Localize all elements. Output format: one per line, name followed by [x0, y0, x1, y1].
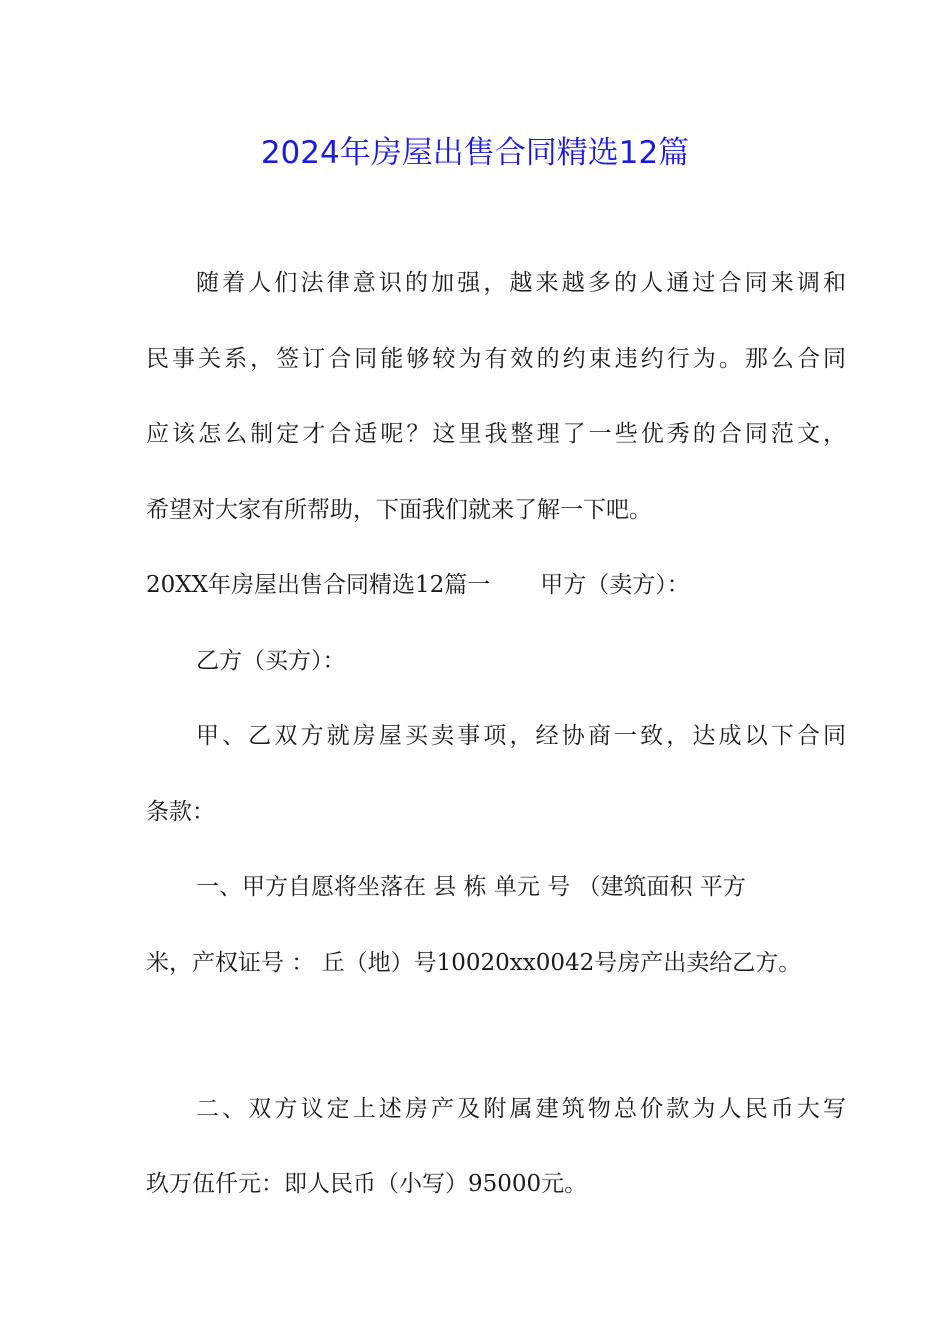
- clause-1-line-2: 米，产权证号 ： 丘（地）号10020xx0042号房产出卖给乙方。: [146, 950, 802, 976]
- party-a-label: 甲方（卖方）：: [540, 572, 690, 598]
- party-b-label: 乙方（买方）：: [196, 648, 346, 674]
- section-heading-row: [146, 565, 846, 605]
- intro-line-3: 应该怎么制定才合适呢？这里我整理了一些优秀的合同范文，: [146, 421, 846, 447]
- clause-2-line-2: 玖万伍仟元：即人民币（小写）95000元。: [146, 1171, 588, 1197]
- intro-line-4: 希望对大家有所帮助，下面我们就来了解一下吧。: [146, 497, 652, 523]
- document-title: 2024年房屋出售合同精选12篇: [260, 135, 690, 171]
- agreement-line-1: 甲、乙双方就房屋买卖事项，经协商一致，达成以下合同: [196, 723, 846, 749]
- intro-line-1: 随着人们法律意识的加强，越来越多的人通过合同来调和: [196, 270, 846, 296]
- clause-1-line-1: 一、甲方自愿将坐落在 县 栋 单元 号 （建筑面积 平方: [196, 874, 746, 900]
- agreement-line-2: 条款：: [146, 799, 215, 825]
- intro-line-2: 民事关系，签订合同能够较为有效的约束违约行为。那么合同: [146, 346, 846, 372]
- clause-2-line-1: 二、双方议定上述房产及附属建筑物总价款为人民币大写: [196, 1096, 846, 1122]
- section-heading: 20XX年房屋出售合同精选12篇一: [146, 572, 491, 598]
